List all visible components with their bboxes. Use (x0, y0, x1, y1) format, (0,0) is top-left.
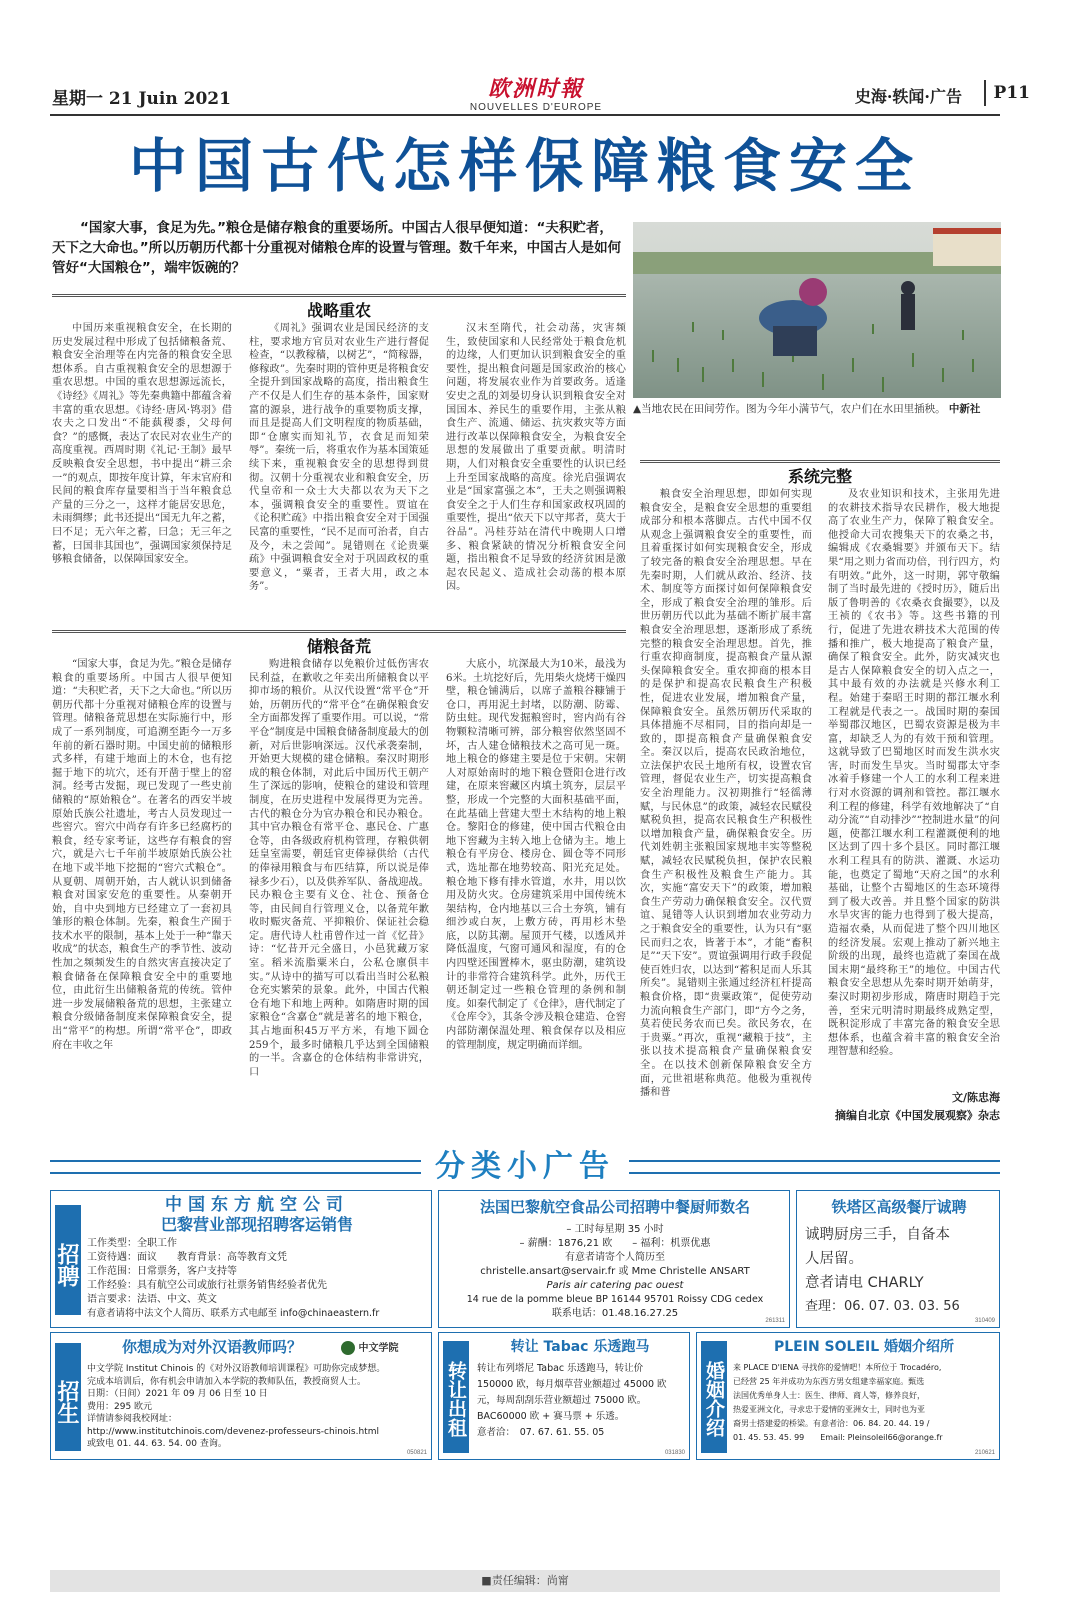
ad-line: 有意者请寄个人简历至 (565, 1252, 665, 1263)
section-title-system: 系统完整 (787, 467, 852, 486)
ad-line: 热爱亚洲文化，寻求忠于爱情的亚洲女士，同时也为亚 (733, 1405, 925, 1414)
ad-line: 工资待遇：面议 教育背景：高等教育文凭 (87, 1252, 287, 1263)
section-rule (52, 630, 626, 633)
ad-code: 210621 (974, 1450, 995, 1456)
ad-line: Paris air catering pac ouest (546, 1280, 684, 1291)
ad-title: 法国巴黎航空食品公司招聘中餐厨师数名 (479, 1198, 750, 1216)
ad-body (443, 1223, 787, 1321)
ad-line: 裔男士搭建爱的桥梁。有意者洽：06. 84. 20. 44. 19 / (733, 1419, 930, 1428)
article-column (52, 322, 232, 634)
byline: 文/陈忠海 (951, 1091, 1000, 1104)
article-text: 大底小，坑深最大为10米，最浅为6米。土坑挖好后，先用柴火烧烤干燥四壁，粮仓铺满后，以席子盖粮谷糠铺于仓口，再用泥土封堵，以防潮、防霉、防虫蛀。现代发掘粮窖时，窖内尚有谷物颗粒清晰可辨，部分粮窖依然坚固不坏，古人建仓储粮技术之高可见一斑。地上粮仓的修建主要是位于宋朝。宋朝人对原始南时的地下粮仓暨阳仓进行改建，在原来窖藏区内填土筑夯，层层平整，形成一个完整的大面积基础平面，在此基础上营建大型土木结构的地上粮仓。黎阳仓的修建，使中国古代粮仓由地下窖藏为主转入地上仓储为主。地上粮仓有平房仓、楼房仓、圆仓等不同形式，选址都在地势较高、阳光充足处。粮仓地下修有排水管道，水井，用以饮用及防火灾。仓房建筑采用中国传统木架结构，仓内地基以三合土夯筑，铺有细沙或白灰，上敷方砖，再用杉木垫底，以防其潮。屋顶开气楼，以透风并降低温度，气窗可通风和湿度，有的仓内四壁还围置棒木，驱虫防潮，建筑设计的非常符合建筑科学。此外，历代王朝还制定过一些粮仓管理的条例和制度。如秦代制定了《仓律》，唐代制定了《仓库令》，其条令涉及粮仓建造、仓窖内部防潮保温处理、粮食保存以及相应的管理制度，规定明确而详细。 (446, 659, 626, 1051)
article-text: 粮食安全治理思想，即如何实现粮食安全，是粮食安全思想的重要组成部分和根本落脚点。古代中国不仅从观念上强调粮食安全的重要性，而且着重探讨如何实现粮食安全，形成了较完备的粮食安全治理思想。早在先秦时期，人们就从政治、经济、技术、制度等方面探讨如何保障粮食安全，形成了粮食安全治理的雏形。后世历朝历代以此为基础不断扩展丰富粮食安全治理思想，逐渐形成了系统完整的粮食安全治理思想。首先，推行重农抑商制度，提高粮食产量从源头保障粮食安全。重农抑商的根本目的是保护和提高农民粮食生产积极性，促进农业发展，增加粮食产量，保障粮食安全。虽然历朝历代采取的具体措施不尽相同，目的指向却是一致的，即提高粮食产量确保粮食安全。秦汉以后，提高农民政治地位，立法保护农民土地所有权，设置农官管理，督促农业生产，切实提高粮食安全治理能力。汉初期推行“轻徭薄赋，与民休息”的政策，减轻农民赋役赋税负担，提高农民粮食生产积极性以增加粮食产量，确保粮食安全。历代刘姓朝主张粮国家规地丰实等整税赋，减轻农民赋税负担，保护农民粮食生产积极性及粮食生产能力。其次，实施“富安天下”的政策，增加粮食生产劳动力确保粮食安全。汉代贾谊、晁错等人认识到增加农业劳动力之于粮食安全的重要性，认为只有“驱民而归之农，皆著于本”，才能“畜积足”“天下安”。贾谊强调用行政手段促使百姓归农，以达到“蓄积足而人乐其所矣”。晁错则主张通过经济杠杆提高粮食价格，即“贵粟政策”，促使劳动力流向粮食生产部门，即“方今之务，莫若使民务农而已矣。欲民务农，在于贵粟。”再次，重视“藏粮于技”，主张以技术提高粮食产量确保粮食安全。在以技术创新保障粮食安全方面，元世祖堪称典范。他极为重视传播和普 (640, 489, 812, 1099)
article-column (640, 488, 812, 1124)
ad-title: 你想成为对外汉语教师吗？ (121, 1338, 302, 1356)
ad-tag: 招聘 (55, 1205, 81, 1315)
ad-tabac (438, 1332, 690, 1460)
ad-title: 中国东方航空公司 (165, 1195, 349, 1215)
section-name: 史海·轶闻·广告 (854, 87, 962, 106)
caption-text: ▲当地农民在田间劳作。图为今年小满节气，农户们在水田里插秧。 (633, 403, 946, 415)
ad-code: 261311 (765, 1318, 785, 1324)
ad-line: 意者请电 CHARLY (805, 1275, 924, 1291)
ad-line: 联系电话：01.48.16.27.25 (551, 1308, 679, 1319)
ad-body (733, 1361, 999, 1445)
ad-line: 转让布列塔尼 Tabac 乐透跑马，转让价 (477, 1363, 644, 1374)
ad-body (477, 1361, 689, 1441)
ad-body (87, 1237, 429, 1321)
ad-line: christelle.ansart@servair.fr 或 Mme Christelle ANSART (480, 1266, 750, 1277)
header-rule (50, 114, 1000, 116)
school-logo (341, 1339, 425, 1355)
photo-caption (633, 402, 1001, 417)
section-title-strategy: 战略重农 (306, 301, 371, 320)
ad-line: 语言要求：法语、中文、英文 (87, 1294, 217, 1305)
ad-title: 转让 Tabac 乐透跑马 (510, 1339, 650, 1355)
section-rule (640, 460, 1000, 463)
news-photo (633, 222, 1001, 398)
ad-tag: 招生 (55, 1343, 81, 1451)
ad-line: 日期：（日间）2021 年 09 月 06 日至 10 日 (87, 1389, 268, 1399)
ad-line: 详情请参阅我校网址： (87, 1414, 178, 1424)
ad-line: BAC60000 欧 + 赛马票 + 乐透。 (477, 1411, 625, 1422)
article-column (828, 488, 1000, 1084)
article-text: 中国历来重视粮食安全，在长期的历史发展过程中形成了包括储粮备荒、粮食安全治理等在内完备的粮食安全思想体系。自古重视粮食安全的思想源于重农思想。中国的重农思想源远流长，《诗经》《周礼》等先秦典籍中都蕴含着丰富的重农思想。《诗经·唐风·鸨羽》借农夫之口发出“不能蓺稷黍，父母何食？”的感慨，表达了农民对农业生产的高度重视。西周时期《礼记·王制》最早反映粮食安全思想，书中提出“耕三余一”的观点，即按年度计算，年末官府和民间的粮食库存量要相当于当年粮食总产量的三分之一，这样才能居安思危，未雨绸缪；此书还提出“国无九年之蓄，曰不足；无六年之蓄，曰急；无三年之蓄，曰国非其国也”，强调国家须保持足够粮食储备，以保障国家安全。 (52, 323, 232, 566)
newspaper-logo (466, 78, 606, 113)
ad-line: 14 rue de la pomme bleue BP 16144 95701 Roissy CDG cedex (466, 1294, 764, 1305)
ad-line: 诚聘厨房三手，自备本 (805, 1227, 950, 1243)
logo-chinese: 欧洲时報 (487, 76, 584, 102)
source-credit: 摘编自北京《中国发展观察》杂志 (835, 1109, 1000, 1122)
ad-line: 或致电 01. 44. 63. 54. 00 查询。 (87, 1439, 227, 1449)
ad-line: 01. 45. 53. 45. 99 Email: Pleinsoleil66@orange.fr (733, 1433, 943, 1442)
classified-title (50, 1148, 1000, 1186)
ad-subtitle: 巴黎营业部现招聘客运销售 (160, 1215, 353, 1234)
issue-date: 星期一 21 Juin 2021 (52, 89, 231, 109)
ad-line: 工作经验：具有航空公司或旅行社票务销售经验者优先 (87, 1280, 327, 1291)
logo-french: NOUVELLES D'EUROPE (469, 102, 603, 113)
caption-credit: 中新社 (948, 403, 981, 415)
classified-title-text: 分类小广告 (421, 1149, 629, 1184)
article-column (446, 322, 626, 634)
section-title-storage: 储粮备荒 (306, 637, 371, 656)
article-text: 及农业知识和技术，主张用先进的农耕技术指导农民耕作，极大地提高了农业生产力，保障了粮食安全。他授命大司农搜集天下的农桑之书，编辑成《农桑辑要》并颁布天下。结果“用之则力省而功倍，刊行四方，灼有明效。”此外，这一时期，郭守敬编制了当时最先进的《授时历》，随后出版了鲁明善的《农桑衣食撮要》，以及王祯的《农书》等。这些书籍的刊行，促进了先进农耕技术大范围的传播和推广，极大地提高了粮食产量，确保了粮食安全。此外，防灾减灾也是古人保障粮食安全的切入点之一，其中最有效的办法就是兴修水利工程。始建于秦昭王时期的都江堰水利工程就是代表之一。战国时期的秦国举蜀郡汉地区，巴蜀农资源是极为丰富，却缺乏人为的有效干预和管理。这就导致了巴蜀地区时而发生洪水灾害，时而发生旱灾。当时蜀郡太守李冰着手修建一个人工的水利工程来进行对水资源的调剂和管控。都江堰水利工程的修建，科学有效地解决了“自动分流”“自动排沙”“控制进水量”的问题，使都江堰水利工程灌溉便利的地区达到了四十多个县区。同时都江堰水利工程具有的防洪、灌溉、水运功能，也奠定了蜀地“天府之国”的水利基础，让整个古蜀地区的生态环境得到了极大改善。并且整个国家的防洪水旱灾害的能力也得到了极大提高，造福农桑，从而促进了整个四川地区的经济发展。宏观上推动了新兴地主阶级的出现，最终也造就了秦国在战国末期“最终称王”的地位。中国古代粮食安全思想从先秦时期开始萌芽，秦汉时期初步形成，隋唐时期趋于完善，至宋元明清时期最终成熟定型，既积淀形成了丰富完备的粮食安全思想体系，也蕴含着丰富的粮食安全治理智慧和经验。 (828, 489, 1000, 1058)
ad-line: 中文学院 Institut Chinois 的《对外汉语教师培训课程》可助你完成梦想。 (87, 1364, 386, 1374)
ad-line: 工作范围：日常票务，客户支持等 (87, 1266, 237, 1277)
ad-line: – 工时每星期 35 小时 (566, 1224, 664, 1235)
ad-tag: 转让出租 (443, 1341, 469, 1453)
ad-matchmaking (696, 1332, 1000, 1460)
ad-recruit-airline (50, 1190, 432, 1328)
school-url[interactable]: http://www.institutchinois.com/devenez-professeurs-chinois.html (87, 1426, 379, 1437)
ad-line: 来 PLACE D'IENA 寻找你的爱情吧！本所位于 Trocadéro, (733, 1363, 942, 1372)
headline: 中国古代怎样保障粮食安全 (128, 132, 921, 200)
ad-body (805, 1223, 999, 1319)
ad-line: 人居留。 (805, 1251, 863, 1267)
article-column (52, 658, 232, 1124)
ad-line: 法国优秀单身人士：医生、律师、商人等，修养良好， (733, 1391, 925, 1400)
article-text: 购进粮食储存以免粮价过低伤害农民利益，在歉收之年卖出所储粮食以平抑市场的粮价。从汉代设置“常平仓”开始，历朝历代的“常平仓”在确保粮食安全方面都发挥了重要作用。可以说，“常平仓”制度是中国粮食储备制度最大的创新，对后世影响深远。汉代承袭秦制，开始更大规模的建仓储粮。秦汉时期形成的粮仓体制，对此后中国历代王朝产生了深远的影响，使粮仓的建设和管理制度，在历史进程中发展得更为完善。古代的粮仓分为官办粮仓和民办粮仓。其中官办粮仓有常平仓、惠民仓、广惠仓等，由各级政府机构管理，存粮供朝廷皇室需要，朝廷官吏俸禄供给（古代的俸禄用粮食与布匹结算，所以说是俸禄多少石），以及供养军队、备战迎战。民办粮仓主要有义仓、社仓、预备仓等，由民间自行管理义仓，以备荒年歉收时赈灾备荒、平抑粮价、保证社会稳定。唐代诗人杜甫曾作过一首《忆昔》诗：“忆昔开元全盛日，小邑犹藏万家室。稻米流脂粟米白，公私仓廪俱丰实。”从诗中的描写可以看出当时公私粮仓充实繁荣的景象。此外，中国古代粮仓有地下和地上两种。如隋唐时期的国家粮仓“含嘉仓”就是著名的地下粮仓，其占地面积45万平方米，有地下圆仓259个，最多时储粮几乎达到全国储粮的一半。含嘉仓的仓体结构非常讲究，口 (249, 659, 429, 1078)
school-logo-text: 中文学院 (358, 1343, 399, 1354)
ad-line: – 薪酬：1876,21 欧 – 福利：机票优惠 (519, 1238, 711, 1249)
ad-line: 意者洽： 07. 67. 61. 55. 05 (477, 1427, 605, 1438)
ad-line: 查理：06. 07. 03. 03. 56 (805, 1299, 960, 1314)
section-rule (52, 294, 626, 297)
editor-footer: ■责任编辑：尚甯 (50, 1570, 1000, 1592)
ad-recruit-chef (438, 1190, 790, 1328)
ad-tag: 婚姻介绍 (701, 1341, 727, 1453)
article-column (249, 322, 429, 634)
ad-code: 050821 (406, 1450, 427, 1456)
article-text: 《周礼》强调农业是国民经济的支柱，要求地方官员对农业生产进行督促检查，“以教稼穑，以树艺”，“简稼器，修稼政”。先秦时期的管仲更是将粮食安全提升到国家战略的高度，指出粮食生产不仅是人们生存的基本条件，国家财富的源泉，进行战争的重要物质支撑，而且是提高人们文明程度的物质基础，即“仓廪实而知礼节，衣食足而知荣辱”。秦统一后，将重农作为基本国策延续下来，重视粮食安全的思想得到贯彻。汉朝十分重视农业和粮食安全，历代皇帝和一众士大夫都以农为天下之本，强调粮食安全的重要性。贾谊在《论积贮疏》中指出粮食安全对于国强民富的重要性，“民不足而可治者，自古及今，未之尝闻”。晁错则在《论贵粟疏》中强调粮食安全对于巩固政权的重要意义，“粟者，王者大用，政之本务”。 (249, 323, 429, 593)
school-logo-icon (341, 1341, 355, 1355)
ad-recruit-restaurant (796, 1190, 1000, 1328)
classified-banner (50, 1148, 1000, 1186)
ad-line: 费用：295 欧元 (87, 1401, 153, 1412)
ad-body (87, 1363, 429, 1451)
ad-line: 元，每周刮刮乐营业额超过 75000 欧。 (477, 1395, 647, 1406)
ad-line: 完成本培训后，你有机会申请加入本学院的教师队伍，教授商贸人士。 (87, 1376, 367, 1387)
ad-code: 310409 (974, 1318, 995, 1324)
ad-line: 工作类型：全职工作 (87, 1238, 177, 1249)
ad-title: PLEIN SOLEIL 婚姻介绍所 (773, 1339, 955, 1355)
article-column (446, 658, 626, 1124)
ad-line: 已经营 25 年并成功为东西方男女组建幸福家庭。甄选 (733, 1377, 925, 1386)
lead-paragraph: “国家大事，食足为先。”粮仓是储存粮食的重要场所。中国古人很早便知道：“夫积贮者，天下之大命也。”所以历朝历代都十分重视对储粮仓库的设置与管理。数千年来，中国古人是如何管好“大国粮仓”，端牢饭碗的？ (52, 220, 622, 276)
ad-line: 150000 欧，每月烟草营业额超过 45000 欧 (477, 1379, 667, 1390)
article-column (249, 658, 429, 1124)
article-text: 汉末至隋代，社会动荡，灾害频生，致使国家和人民经常处于粮食危机的边缘，人们更加认识到粮食安全的重要性，提出粮食问题是国家政治的核心问题，将发展农业作为首要政务。适逢安史之乱的刘晏切身认识到粮食安全对国国本、养民生的重要作用，主张从粮食生产、流通、储运、抗灾救灾等方面进行改革以保障粮食安全，为粮食安全思想的发展做出了重要贡献。明清时期，人们对粮食安全重要性的认识已经上升至国家战略的高度。徐光启强调农业是“国家富强之本”，王夫之则强调粮食安全之于人们生存和国家政权巩固的重要性，提出“依天下以守邦者，莫大于谷品”。冯桂芬站在清代中晚期人口增多、粮食紧缺的情况分析粮食安全问题，指出粮食不足导致的经济贫困是激起农民起义、造成社会动荡的根本原因。 (446, 323, 626, 593)
page-number: P11 (984, 80, 1030, 106)
ad-title: 铁塔区高级餐厅诚聘 (831, 1198, 967, 1216)
ad-line: 有意者请将中法文个人简历、联系方式电邮至 info@chinaeastern.fr (87, 1308, 380, 1319)
ad-code: 031830 (664, 1450, 685, 1456)
ad-school (50, 1332, 432, 1460)
article-text: “国家大事，食足为先。”粮仓是储存粮食的重要场所。中国古人很早便知道：“夫积贮者，天下之大命也。”所以历朝历代都十分重视对储粮仓库的设置与管理。储粮备荒思想在实际施行中，形成了一系列制度，可追溯至距今一万多年前的新石器时期。中国史前的储粮形式多样，有建于地面上的木仓，也有挖掘于地下的坑穴，还有开凿于壁上的窑洞。经考古发掘，现已发现了一些史前储粮的“原始粮仓”。在著名的西安半坡原始氏族公社遗址，考古人员发现过一些窖穴。窖穴中尚存有许多已经腐朽的粮食，经专家考证，这些存有粮食的窖穴，就是六七千年前半坡原始氏族公社在地下或半地下挖掘的“窖穴式粮仓”。从夏朝、周朝开始，古人就认识到储备粮食对国家安危的重要性。从秦朝开始，自中央到地方已经建立了一套初具雏形的粮仓体制。先秦，粮食生产囿于技术水平的限制，基本上处于一种“靠天收成”的状态，粮食生产的季节性、波动性加之频频发生的自然灾害直接决定了粮食储备在保障粮食安全中的重要地位，由此衍生出储粮备荒的传统。管仲进一步发展储粮备荒的思想，主张建立粮食分级储备制度来保障粮食安全，提出“常平”的构想。所谓“常平仓”，即政府在丰收之年 (52, 659, 232, 1051)
